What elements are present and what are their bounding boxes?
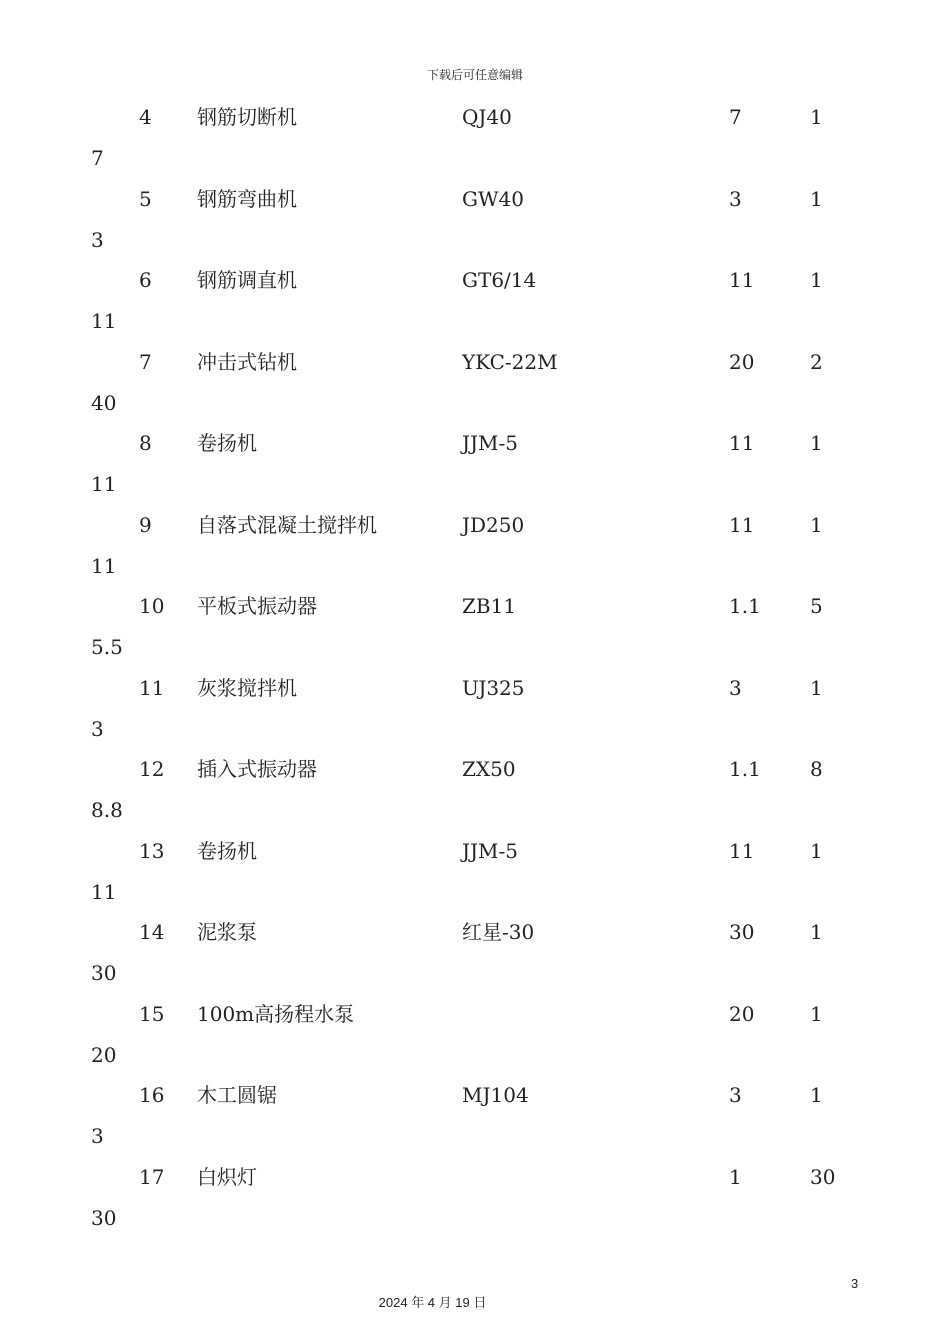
unit-power: 3: [729, 186, 742, 211]
quantity: 5: [810, 594, 823, 618]
quantity: 1: [810, 105, 823, 129]
equipment-model: JJM-5: [462, 431, 518, 455]
equipment-name: 自落式混凝土搅拌机: [197, 512, 377, 537]
quantity: 1: [810, 512, 823, 537]
equipment-model: YKC-22M: [462, 349, 558, 374]
row-number: 8: [139, 431, 152, 455]
equipment-name: 钢筋调直机: [197, 268, 297, 292]
table-row: [0, 915, 950, 997]
quantity: 1: [810, 675, 823, 700]
quantity: 1: [810, 1001, 823, 1026]
total-power: 3: [91, 716, 104, 741]
unit-power: 20: [729, 1001, 755, 1026]
unit-power: 1.1: [729, 757, 761, 781]
equipment-model: 红星-30: [462, 920, 535, 944]
equipment-model: QJ40: [462, 105, 512, 129]
equipment-name: 平板式振动器: [197, 594, 317, 618]
total-power: 11: [91, 879, 117, 904]
equipment-model: MJ104: [462, 1083, 529, 1107]
total-power: 11: [91, 472, 117, 496]
row-number: 11: [139, 675, 165, 700]
equipment-name: 100m高扬程水泵: [197, 1001, 355, 1026]
total-power: 30: [91, 961, 117, 985]
equipment-name: 泥浆泵: [197, 920, 257, 944]
equipment-name: 木工圆锯: [197, 1083, 277, 1107]
table-row: [0, 671, 950, 753]
row-number: 16: [139, 1083, 165, 1107]
table-row: [0, 508, 950, 590]
table-row: [0, 100, 950, 182]
equipment-model: GW40: [462, 186, 524, 211]
row-number: 7: [139, 349, 152, 374]
equipment-name: 钢筋切断机: [197, 105, 297, 129]
equipment-name: 冲击式钻机: [197, 349, 297, 374]
equipment-model: ZB11: [462, 594, 517, 618]
row-number: 9: [139, 512, 152, 537]
equipment-name: 白炽灯: [197, 1164, 257, 1189]
quantity: 1: [810, 186, 823, 211]
table-row: [0, 345, 950, 427]
row-number: 10: [139, 594, 165, 618]
equipment-model: UJ325: [462, 675, 525, 700]
row-number: 5: [139, 186, 152, 211]
unit-power: 3: [729, 1083, 742, 1107]
equipment-name: 钢筋弯曲机: [197, 186, 297, 211]
total-power: 11: [91, 309, 117, 333]
unit-power: 11: [729, 838, 755, 863]
unit-power: 1: [729, 1164, 742, 1189]
table-row: [0, 752, 950, 834]
quantity: 1: [810, 431, 823, 455]
total-power: 3: [91, 1124, 104, 1148]
quantity: 30: [810, 1164, 836, 1189]
table-row: [0, 182, 950, 264]
equipment-model: ZX50: [462, 757, 516, 781]
unit-power: 11: [729, 268, 755, 292]
row-number: 17: [139, 1164, 165, 1189]
total-power: 7: [91, 146, 104, 170]
table-row: [0, 426, 950, 508]
unit-power: 11: [729, 512, 755, 537]
row-number: 6: [139, 268, 152, 292]
unit-power: 1.1: [729, 594, 761, 618]
page-number: 3: [851, 1276, 859, 1291]
quantity: 1: [810, 838, 823, 863]
total-power: 40: [91, 390, 117, 415]
row-number: 4: [139, 105, 152, 129]
unit-power: 30: [729, 920, 755, 944]
unit-power: 20: [729, 349, 755, 374]
row-number: 12: [139, 757, 165, 781]
table-row: [0, 834, 950, 916]
footer-date: 2024 年 4 月 19 日: [378, 1295, 487, 1310]
table-row: [0, 997, 950, 1079]
equipment-model: GT6/14: [462, 268, 537, 292]
row-number: 15: [139, 1001, 165, 1026]
equipment-name: 卷扬机: [197, 431, 257, 455]
total-power: 30: [91, 1205, 117, 1230]
table-row: [0, 263, 950, 345]
unit-power: 3: [729, 675, 742, 700]
equipment-name: 插入式振动器: [197, 757, 317, 781]
total-power: 11: [91, 553, 117, 578]
quantity: 1: [810, 920, 823, 944]
equipment-table: [0, 100, 950, 1241]
table-row: [0, 589, 950, 671]
row-number: 14: [139, 920, 165, 944]
equipment-name: 卷扬机: [197, 838, 257, 863]
quantity: 2: [810, 349, 823, 374]
total-power: 5.5: [91, 635, 123, 659]
page-header: 下载后可任意编辑: [426, 68, 523, 82]
total-power: 20: [91, 1042, 117, 1067]
quantity: 8: [810, 757, 823, 781]
table-row: [0, 1160, 950, 1242]
equipment-model: JJM-5: [462, 838, 518, 863]
row-number: 13: [139, 838, 165, 863]
unit-power: 7: [729, 105, 742, 129]
equipment-name: 灰浆搅拌机: [197, 675, 297, 700]
total-power: 8.8: [91, 798, 123, 822]
total-power: 3: [91, 227, 104, 252]
unit-power: 11: [729, 431, 755, 455]
quantity: 1: [810, 268, 823, 292]
equipment-model: JD250: [462, 512, 525, 537]
table-row: [0, 1078, 950, 1160]
quantity: 1: [810, 1083, 823, 1107]
